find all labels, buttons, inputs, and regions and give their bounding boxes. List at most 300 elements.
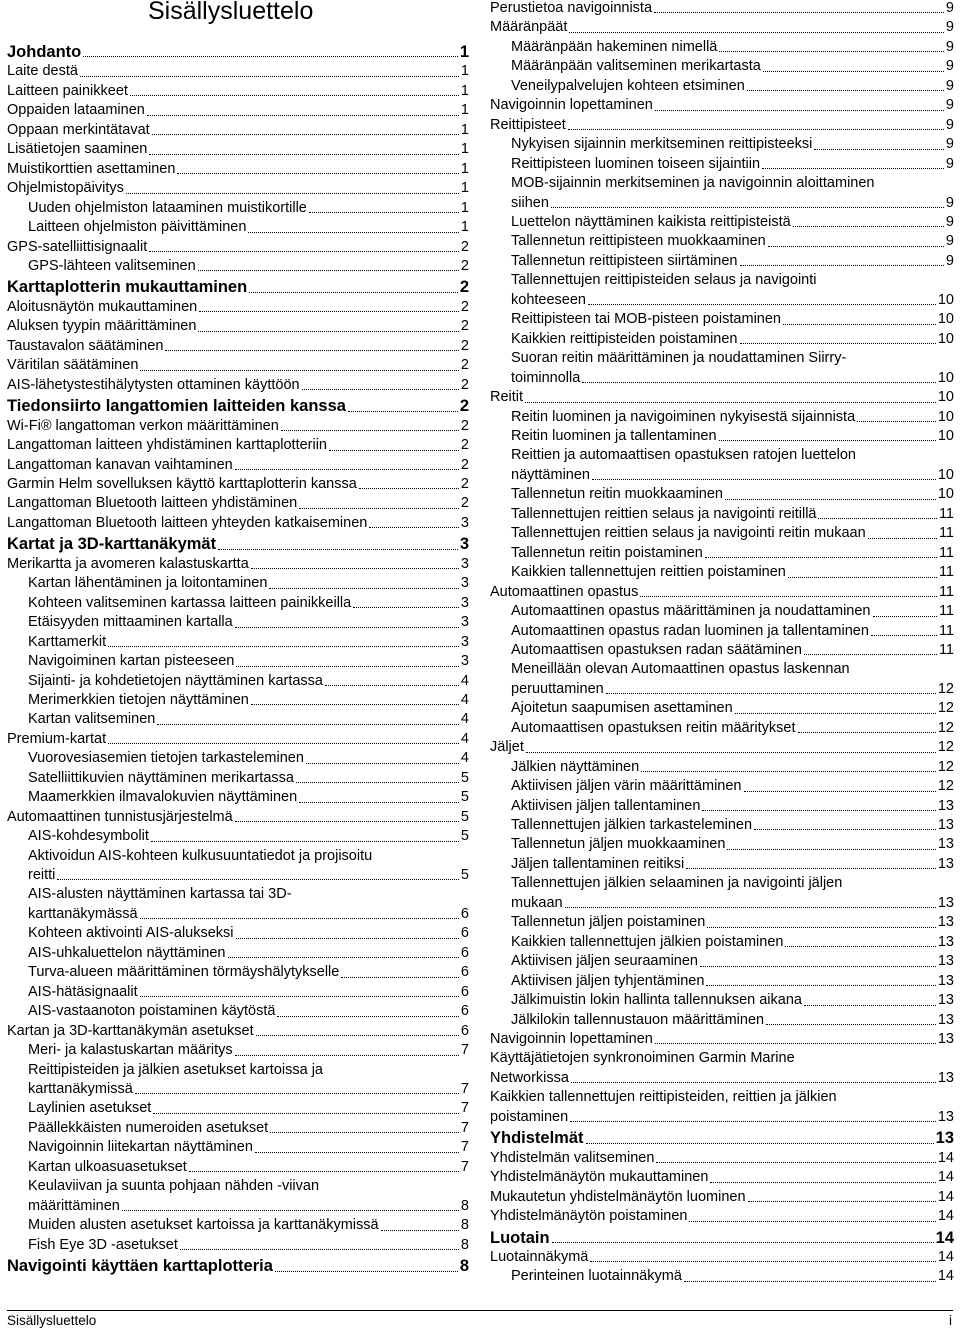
- toc-entry-text: reitti: [28, 867, 56, 884]
- toc-entry-text: Reittipisteet: [490, 116, 566, 133]
- toc-entry[interactable]: [490, 96, 954, 115]
- dot-leader: [606, 693, 936, 694]
- toc-entry[interactable]: [490, 602, 954, 621]
- dot-leader: [299, 508, 459, 509]
- toc-entry[interactable]: [7, 652, 469, 671]
- toc-page-number: 7: [460, 1158, 469, 1175]
- toc-page-number: 14: [937, 1188, 954, 1205]
- dot-leader: [582, 382, 936, 383]
- toc-entry-last-line: [511, 894, 954, 913]
- toc-page-number: 13: [937, 797, 954, 814]
- toc-page-number: 13: [937, 933, 954, 950]
- toc-entry-text: Maamerkkien ilmavalokuvien näyttäminen: [28, 789, 298, 806]
- dot-leader: [783, 324, 936, 325]
- toc-page-number: 13: [937, 972, 954, 989]
- toc-entry[interactable]: [490, 641, 954, 660]
- toc-page-number: 3: [459, 535, 469, 554]
- page-title: Sisällysluettelo: [148, 0, 314, 25]
- toc-entry-text: Reittipisteiden ja jälkien asetukset kartoissa ja: [28, 1061, 323, 1078]
- dot-leader: [654, 12, 944, 13]
- toc-page-number: 13: [935, 1129, 954, 1148]
- toc-entry-text: Muistikorttien asettaminen: [7, 160, 176, 177]
- toc-entry[interactable]: [7, 62, 469, 81]
- toc-entry[interactable]: [7, 121, 469, 140]
- toc-entry[interactable]: [7, 710, 469, 729]
- toc-entry[interactable]: [7, 1236, 469, 1255]
- toc-entry[interactable]: [7, 730, 469, 749]
- dot-leader: [700, 966, 936, 967]
- toc-entry[interactable]: [7, 356, 469, 375]
- toc-page-number: 12: [937, 758, 954, 775]
- dot-leader: [369, 527, 459, 528]
- dot-leader: [804, 1005, 936, 1006]
- toc-entry[interactable]: [7, 1158, 469, 1177]
- toc-entry-text: poistaminen: [490, 1108, 569, 1125]
- toc-entry[interactable]: [490, 38, 954, 57]
- dot-leader: [744, 791, 936, 792]
- dot-leader: [140, 996, 459, 997]
- toc-page-number: 2: [460, 337, 469, 354]
- toc-page-number: 2: [460, 495, 469, 512]
- toc-entry[interactable]: [490, 1188, 954, 1207]
- toc-entry-text: Aluksen tyypin määrittäminen: [7, 318, 197, 335]
- toc-entry[interactable]: [7, 769, 469, 788]
- toc-entry-last-line: [511, 680, 954, 699]
- toc-entry[interactable]: [7, 1022, 469, 1041]
- toc-entry-text: Tallennettujen jälkien selaaminen ja navigointi jäljen: [511, 875, 843, 892]
- toc-section-heading[interactable]: [7, 535, 469, 554]
- toc-entry[interactable]: [490, 252, 954, 271]
- toc-entry[interactable]: [490, 972, 954, 991]
- toc-page-number: 7: [460, 1100, 469, 1117]
- toc-page-number: 13: [937, 1108, 954, 1125]
- toc-entry-text: Tallennettujen jälkien tarkasteleminen: [511, 817, 753, 834]
- toc-entry-text: Tallennetun jäljen poistaminen: [511, 914, 706, 931]
- toc-entry-text: Laitteen painikkeet: [7, 82, 128, 99]
- toc-entry[interactable]: [490, 1149, 954, 1168]
- toc-entry[interactable]: [7, 885, 469, 924]
- toc-entry[interactable]: [490, 271, 954, 310]
- toc-page-number: 5: [460, 808, 469, 825]
- toc-entry[interactable]: [490, 0, 954, 18]
- dot-leader: [275, 1271, 458, 1272]
- toc-entry-text: Kartan ulkoasuasetukset: [28, 1158, 187, 1175]
- toc-entry[interactable]: [7, 456, 469, 475]
- toc-entry[interactable]: [490, 952, 954, 971]
- toc-entry-text: Reitit: [490, 389, 524, 406]
- dot-leader: [656, 1162, 935, 1163]
- toc-page-number: 1: [460, 199, 469, 216]
- toc-entry[interactable]: [490, 388, 954, 407]
- toc-entry-text: Luotain: [490, 1228, 550, 1247]
- toc-page-number: 2: [460, 456, 469, 473]
- toc-page-number: 7: [460, 1139, 469, 1156]
- toc-entry[interactable]: [490, 1030, 954, 1049]
- toc-entry-last-line: [28, 866, 469, 885]
- toc-entry-text: Navigoinnin liitekartan näyttäminen: [28, 1139, 253, 1156]
- toc-entry[interactable]: [490, 427, 954, 446]
- toc-entry[interactable]: [7, 1002, 469, 1021]
- dot-leader: [748, 1201, 936, 1202]
- toc-page-number: 3: [460, 614, 469, 631]
- dot-leader: [588, 304, 936, 305]
- toc-page-number: 10: [937, 486, 954, 503]
- dot-leader: [122, 1210, 459, 1211]
- toc-page-number: 2: [460, 437, 469, 454]
- toc-entry[interactable]: [490, 699, 954, 718]
- toc-entry[interactable]: [7, 376, 469, 395]
- toc-entry-text: mukaan: [511, 894, 563, 911]
- toc-page-number: 9: [945, 77, 954, 94]
- toc-entry[interactable]: [7, 257, 469, 276]
- toc-entry[interactable]: [490, 1248, 954, 1267]
- toc-page-number: 10: [937, 466, 954, 483]
- toc-entry[interactable]: [490, 505, 954, 524]
- toc-entry[interactable]: [7, 749, 469, 768]
- toc-entry[interactable]: [7, 788, 469, 807]
- dot-leader: [199, 311, 459, 312]
- toc-entry-text: Tallennetun reittipisteen muokkaaminen: [511, 233, 766, 250]
- toc-entry-text: Johdanto: [7, 43, 82, 61]
- toc-entry[interactable]: [7, 494, 469, 513]
- toc-entry[interactable]: [7, 672, 469, 691]
- toc-page-number: 13: [937, 1031, 954, 1048]
- toc-entry[interactable]: [7, 574, 469, 593]
- dot-leader: [689, 1221, 935, 1222]
- dot-leader: [818, 518, 936, 519]
- toc-entry[interactable]: [490, 797, 954, 816]
- toc-page-number: 13: [937, 855, 954, 872]
- toc-entry[interactable]: [7, 963, 469, 982]
- toc-entry[interactable]: [490, 174, 954, 213]
- toc-entry-text: karttanäkymissä: [28, 1081, 133, 1098]
- toc-entry-text: Karttaplotterin mukauttaminen: [7, 278, 248, 297]
- dot-leader: [309, 212, 459, 213]
- toc-entry-text: Kartan lähentäminen ja loitontaminen: [28, 575, 268, 592]
- toc-entry[interactable]: [7, 436, 469, 455]
- dot-leader: [140, 370, 459, 371]
- toc-entry-text: Uuden ohjelmiston lataaminen muistikortille: [28, 199, 307, 216]
- toc-page-number: 1: [460, 180, 469, 197]
- toc-entry-text: AIS-lähetystestihälytysten ottaminen käyttöön: [7, 376, 300, 393]
- toc-entry-text: Ajoitetun saapumisen asettaminen: [511, 700, 733, 717]
- dot-leader: [157, 724, 459, 725]
- toc-page-number: 9: [945, 19, 954, 36]
- toc-entry-text: näyttäminen: [511, 466, 590, 483]
- toc-entry[interactable]: [490, 719, 954, 738]
- toc-page-number: 13: [937, 1011, 954, 1028]
- toc-page-number: 2: [459, 397, 469, 416]
- toc-entry[interactable]: [490, 1049, 954, 1088]
- dot-leader: [655, 1043, 936, 1044]
- toc-page-number: 10: [937, 330, 954, 347]
- toc-entry[interactable]: [490, 835, 954, 854]
- toc-page-number: 6: [460, 1003, 469, 1020]
- toc-entry-text: Aktiivisen jäljen tallentaminen: [511, 797, 701, 814]
- toc-entry[interactable]: [490, 1267, 954, 1286]
- toc-entry-text: Aktiivisen jäljen seuraaminen: [511, 953, 698, 970]
- dot-leader: [248, 232, 458, 233]
- toc-page-number: 12: [937, 739, 954, 756]
- toc-entry[interactable]: [7, 199, 469, 218]
- toc-entry[interactable]: [7, 1138, 469, 1157]
- dot-leader: [719, 440, 936, 441]
- dot-leader: [198, 331, 459, 332]
- toc-entry[interactable]: [7, 1119, 469, 1138]
- dot-leader: [108, 743, 459, 744]
- toc-entry-text: Automaattinen opastus radan luominen ja tallentaminen: [511, 622, 869, 639]
- toc-entry[interactable]: [7, 1099, 469, 1118]
- toc-section-heading[interactable]: [7, 43, 469, 62]
- footer-divider: [7, 1310, 953, 1311]
- toc-entry-text: Navigoinnin lopettaminen: [490, 1031, 653, 1048]
- toc-page-number: 12: [937, 680, 954, 697]
- toc-entry[interactable]: [490, 18, 954, 37]
- dot-leader: [702, 810, 935, 811]
- toc-section-heading[interactable]: [7, 397, 469, 416]
- toc-entry[interactable]: [7, 101, 469, 120]
- dot-leader: [251, 704, 459, 705]
- toc-entry-text: Päällekkäisten numeroiden asetukset: [28, 1119, 269, 1136]
- dot-leader: [149, 251, 459, 252]
- toc-entry[interactable]: [7, 594, 469, 613]
- toc-entry-last-line: [511, 466, 954, 485]
- dot-leader: [256, 1035, 459, 1036]
- toc-entry[interactable]: [7, 1216, 469, 1235]
- toc-entry[interactable]: [490, 874, 954, 913]
- toc-entry-text: Reittipisteen luominen toiseen sijaintiin: [511, 155, 761, 172]
- dot-leader: [218, 549, 458, 550]
- toc-entry-text: Tiedonsiirto langattomien laitteiden kanssa: [7, 397, 346, 416]
- toc-entry-text: Perinteinen luotainnäkymä: [511, 1268, 682, 1285]
- toc-entry-text: Laitteen ohjelmiston päivittäminen: [28, 219, 247, 236]
- toc-entry-last-line: [490, 1069, 954, 1088]
- toc-section-heading[interactable]: [490, 1229, 954, 1248]
- toc-page-number: 8: [460, 1236, 469, 1253]
- toc-entry[interactable]: [7, 140, 469, 159]
- toc-page-number: 4: [460, 711, 469, 728]
- toc-entry[interactable]: [490, 330, 954, 349]
- toc-entry-text: Jäljen tallentaminen reitiksi: [511, 855, 685, 872]
- dot-leader: [740, 265, 944, 266]
- toc-entry[interactable]: [7, 417, 469, 436]
- toc-page-number: 10: [937, 311, 954, 328]
- toc-entry-text: Veneilypalvelujen kohteen etsiminen: [511, 77, 745, 94]
- toc-entry[interactable]: [490, 1011, 954, 1030]
- toc-entry[interactable]: [490, 583, 954, 602]
- toc-entry[interactable]: [7, 924, 469, 943]
- toc-entry[interactable]: [7, 1177, 469, 1216]
- dot-leader: [189, 1171, 459, 1172]
- dot-leader: [236, 938, 459, 939]
- dot-leader: [348, 411, 458, 412]
- toc-entry-text: Meneillään olevan Automaattinen opastus laskennan: [511, 661, 850, 678]
- toc-entry-text: Automaattisen opastuksen reitin määritykset: [511, 719, 796, 736]
- toc-entry[interactable]: [7, 983, 469, 1002]
- toc-page-number: 10: [937, 408, 954, 425]
- toc-entry[interactable]: [490, 1168, 954, 1187]
- toc-entry-last-line: [28, 1080, 469, 1099]
- toc-entry-text: Langattoman Bluetooth laitteen yhteyden katkaiseminen: [7, 514, 368, 531]
- toc-entry-text: Fish Eye 3D -asetukset: [28, 1236, 178, 1253]
- dot-leader: [740, 343, 936, 344]
- dot-leader: [814, 149, 944, 150]
- toc-entry[interactable]: [7, 633, 469, 652]
- toc-entry[interactable]: [490, 758, 954, 777]
- dot-leader: [586, 1143, 934, 1144]
- toc-page-number: 2: [460, 257, 469, 274]
- toc-entry[interactable]: [490, 933, 954, 952]
- toc-entry-text: Karttamerkit: [28, 633, 107, 650]
- dot-leader: [270, 1132, 459, 1133]
- toc-page-number: 2: [460, 417, 469, 434]
- toc-entry[interactable]: [490, 155, 954, 174]
- toc-page-number: 3: [460, 653, 469, 670]
- toc-page-number: 14: [937, 1169, 954, 1186]
- toc-entry-text: Perustietoa navigoinnista: [490, 0, 653, 16]
- toc-entry[interactable]: [490, 544, 954, 563]
- dot-leader: [526, 752, 936, 753]
- toc-entry[interactable]: [7, 808, 469, 827]
- toc-entry-text: Lisätietojen saaminen: [7, 141, 148, 158]
- toc-page-number: 6: [460, 905, 469, 922]
- toc-entry[interactable]: [490, 349, 954, 388]
- toc-entry[interactable]: [490, 485, 954, 504]
- toc-page-number: 6: [460, 944, 469, 961]
- toc-entry[interactable]: [7, 827, 469, 846]
- toc-entry[interactable]: [490, 855, 954, 874]
- toc-entry[interactable]: [490, 310, 954, 329]
- dot-leader: [641, 771, 936, 772]
- toc-page-number: 6: [460, 983, 469, 1000]
- toc-page-number: 6: [460, 1022, 469, 1039]
- toc-entry[interactable]: [490, 408, 954, 427]
- dot-leader: [571, 1082, 936, 1083]
- dot-leader: [281, 430, 459, 431]
- toc-entry-text: Kaikkien tallennettujen reittipisteiden, reittien ja jälkien: [490, 1089, 837, 1106]
- toc-entry[interactable]: [7, 944, 469, 963]
- toc-entry[interactable]: [490, 77, 954, 96]
- toc-entry[interactable]: [490, 913, 954, 932]
- toc-entry[interactable]: [7, 847, 469, 886]
- toc-section-heading[interactable]: [490, 1129, 954, 1148]
- toc-entry[interactable]: [490, 1207, 954, 1226]
- dot-leader: [198, 270, 459, 271]
- toc-page-number: 9: [945, 58, 954, 75]
- toc-entry[interactable]: [7, 317, 469, 336]
- toc-entry[interactable]: [7, 82, 469, 101]
- toc-entry-text: Kartan ja 3D-karttanäkymän asetukset: [7, 1022, 254, 1039]
- toc-entry[interactable]: [490, 622, 954, 641]
- toc-entry[interactable]: [490, 1088, 954, 1127]
- toc-page-number: 10: [937, 369, 954, 386]
- toc-entry[interactable]: [7, 1041, 469, 1060]
- toc-entry[interactable]: [490, 991, 954, 1010]
- toc-entry-text: Navigointi käyttäen karttaplotteria: [7, 1257, 273, 1276]
- toc-entry-text: Muiden alusten asetukset kartoissa ja karttanäkymissä: [28, 1217, 379, 1234]
- toc-entry[interactable]: [490, 116, 954, 135]
- dot-leader: [568, 129, 944, 130]
- toc-entry-text: Jälkien näyttäminen: [511, 758, 640, 775]
- toc-page-number: 5: [460, 828, 469, 845]
- toc-entry[interactable]: [490, 57, 954, 76]
- toc-page-number: 7: [460, 1042, 469, 1059]
- toc-page-number: 7: [460, 1119, 469, 1136]
- toc-page-number: 3: [460, 594, 469, 611]
- toc-entry[interactable]: [7, 1061, 469, 1100]
- toc-entry[interactable]: [490, 446, 954, 485]
- toc-entry[interactable]: [7, 514, 469, 533]
- toc-entry[interactable]: [7, 298, 469, 317]
- toc-entry[interactable]: [7, 337, 469, 356]
- toc-left-column: [7, 41, 469, 1277]
- toc-entry-text: Luotainnäkymä: [490, 1249, 589, 1265]
- toc-section-heading[interactable]: [7, 278, 469, 297]
- toc-entry[interactable]: [490, 738, 954, 757]
- toc-entry-text: Reittien ja automaattisen opastuksen ratojen luettelon: [511, 447, 856, 464]
- toc-entry[interactable]: [490, 777, 954, 796]
- toc-entry[interactable]: [490, 213, 954, 232]
- toc-entry[interactable]: [490, 816, 954, 835]
- toc-entry-text: Käyttäjätietojen synkronoiminen Garmin Marine: [490, 1050, 795, 1067]
- dot-leader: [640, 596, 937, 597]
- toc-page-number: 9: [945, 136, 954, 153]
- toc-entry-text: Reitin luominen ja tallentaminen: [511, 427, 717, 444]
- dot-leader: [747, 90, 944, 91]
- toc-entry-text: Aloitusnäytön mukauttaminen: [7, 298, 198, 315]
- toc-page-number: 1: [459, 43, 469, 61]
- toc-page-number: 2: [460, 376, 469, 393]
- toc-entry-text: Laite destä: [7, 63, 78, 80]
- toc-entry[interactable]: [7, 555, 469, 574]
- dot-leader: [655, 110, 944, 111]
- toc-entry[interactable]: [490, 524, 954, 543]
- dot-leader: [798, 732, 936, 733]
- toc-entry[interactable]: [7, 238, 469, 257]
- toc-entry[interactable]: [490, 563, 954, 582]
- toc-page-number: 11: [938, 505, 954, 522]
- toc-page-number: 1: [460, 141, 469, 158]
- toc-entry-text: toiminnolla: [511, 369, 581, 386]
- toc-page-number: 11: [938, 603, 954, 620]
- toc-entry[interactable]: [490, 232, 954, 251]
- dot-leader: [235, 469, 459, 470]
- dot-leader: [804, 654, 937, 655]
- toc-entry[interactable]: [7, 691, 469, 710]
- toc-entry[interactable]: [7, 179, 469, 198]
- dot-leader: [552, 1242, 934, 1243]
- toc-page-number: 8: [460, 1217, 469, 1234]
- toc-entry[interactable]: [7, 613, 469, 632]
- toc-entry-text: peruuttaminen: [511, 680, 604, 697]
- dot-leader: [590, 1261, 936, 1262]
- dot-leader: [381, 1230, 459, 1231]
- toc-page-number: 2: [460, 238, 469, 255]
- toc-section-heading[interactable]: [7, 1257, 469, 1276]
- footer-page-number: i: [949, 1313, 952, 1328]
- toc-entry-text: Oppaan merkintätavat: [7, 121, 150, 138]
- toc-entry[interactable]: [490, 135, 954, 154]
- dot-leader: [868, 538, 937, 539]
- toc-entry[interactable]: [490, 660, 954, 699]
- toc-entry[interactable]: [7, 160, 469, 179]
- dot-leader: [871, 635, 937, 636]
- toc-entry-text: Reitin luominen ja navigoiminen nykyisestä sijainnista: [511, 408, 856, 425]
- toc-entry[interactable]: [7, 218, 469, 237]
- toc-entry[interactable]: [7, 475, 469, 494]
- dot-leader: [325, 685, 459, 686]
- toc-entry-last-line: [511, 291, 954, 310]
